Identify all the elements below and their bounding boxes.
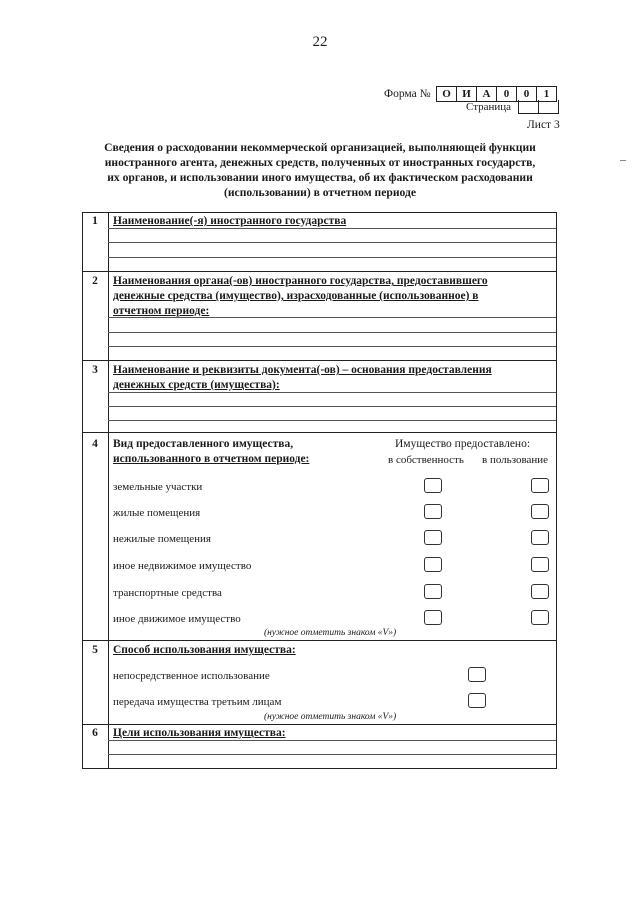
usage-method-checkbox[interactable] <box>468 693 486 708</box>
page-label: Страница <box>466 101 512 113</box>
entry-line[interactable] <box>108 317 556 318</box>
entry-line[interactable] <box>108 242 556 243</box>
section-6-heading: Цели использования имущества: <box>113 727 286 739</box>
heading-line: отчетном периоде: <box>113 305 210 317</box>
heading-line: Наименование и реквизиты документа(-ов) – основания предоставления <box>113 364 492 376</box>
ownership-checkbox[interactable] <box>424 530 442 545</box>
form-code-cell: 0 <box>496 87 516 101</box>
sheet-label: Лист 3 <box>527 119 560 131</box>
property-type-label: нежилые помещения <box>113 533 211 545</box>
usage-method-label: непосредственное использование <box>113 670 270 682</box>
ownership-checkbox[interactable] <box>424 478 442 493</box>
form-number-label: Форма № <box>384 88 431 100</box>
heading-line: использованного в отчетном периоде: <box>113 453 310 465</box>
section-2-heading <box>113 274 488 319</box>
table-top-border <box>82 212 557 213</box>
page-number-cells <box>518 100 559 114</box>
section-number: 2 <box>92 275 98 287</box>
ownership-checkbox[interactable] <box>424 557 442 572</box>
use-checkbox[interactable] <box>531 584 549 599</box>
form-code-cell: И <box>456 87 476 101</box>
table-left-border <box>82 212 83 769</box>
section-divider <box>82 640 557 641</box>
title-line: (использовании) в отчетном периоде <box>224 186 416 199</box>
table-number-column-border <box>108 212 109 769</box>
entry-line[interactable] <box>108 740 556 741</box>
heading-line: денежные средства (имущество), израсходованные (использованное) в <box>113 290 479 302</box>
entry-line[interactable] <box>108 228 556 229</box>
property-type-label: земельные участки <box>113 481 203 493</box>
use-checkbox[interactable] <box>531 504 549 519</box>
page-number-cell[interactable] <box>538 100 558 113</box>
section-4-heading <box>113 437 309 467</box>
section-number: 4 <box>92 438 98 450</box>
usage-method-checkbox[interactable] <box>468 667 486 682</box>
entry-line[interactable] <box>108 346 556 347</box>
usage-method-label: передача имущества третьим лицам <box>113 696 282 708</box>
section-divider <box>82 724 557 725</box>
title-line: Сведения о расходовании некоммерческой организацией, выполняющей функции <box>104 141 536 154</box>
use-checkbox[interactable] <box>531 557 549 572</box>
use-checkbox[interactable] <box>531 610 549 625</box>
entry-line[interactable] <box>108 754 556 755</box>
entry-line[interactable] <box>108 406 556 407</box>
section-number: 3 <box>92 364 98 376</box>
section-1-heading: Наименование(-я) иностранного государства <box>113 215 347 227</box>
table-right-border <box>556 212 557 769</box>
column-ownership-label: в собственность <box>388 454 464 466</box>
document-title <box>80 140 560 200</box>
section-divider <box>82 271 557 272</box>
heading-line: денежных средств (имущества): <box>113 379 280 391</box>
section-number: 6 <box>92 727 98 739</box>
property-provided-label: Имущество предоставлено: <box>395 438 531 450</box>
ownership-checkbox[interactable] <box>424 610 442 625</box>
use-checkbox[interactable] <box>531 478 549 493</box>
heading-line: Наименования органа(-ов) иностранного государства, предоставившего <box>113 275 488 287</box>
entry-line[interactable] <box>108 257 556 258</box>
entry-line[interactable] <box>108 420 556 421</box>
section-5-heading: Способ использования имущества: <box>113 644 296 656</box>
ownership-checkbox[interactable] <box>424 504 442 519</box>
page-number: 22 <box>312 34 328 50</box>
column-use-label: в пользование <box>482 454 549 466</box>
table-bottom-border <box>82 768 557 769</box>
entry-line[interactable] <box>108 332 556 333</box>
scan-mark <box>620 160 626 161</box>
title-line: иностранного агента, денежных средств, полученных от иностранных государств, <box>104 156 536 169</box>
check-note: (нужное отметить знаком «V») <box>264 628 397 638</box>
title-line: их органов, и использовании иного имущества, об их фактическом расходовании <box>107 171 533 184</box>
ownership-checkbox[interactable] <box>424 584 442 599</box>
form-code-cell: А <box>476 87 496 101</box>
form-code-cell: О <box>442 88 451 100</box>
section-divider <box>82 432 557 433</box>
use-checkbox[interactable] <box>531 530 549 545</box>
section-number: 5 <box>92 644 98 656</box>
property-type-label: иное недвижимое имущество <box>113 560 252 572</box>
property-type-label: жилые помещения <box>113 507 201 519</box>
form-code-cell: 0 <box>516 87 536 101</box>
heading-line: Вид предоставленного имущества, <box>113 438 294 450</box>
property-type-label: иное движимое имущество <box>113 613 241 625</box>
section-number: 1 <box>92 215 98 227</box>
page-number-cell[interactable] <box>519 100 538 113</box>
section-divider <box>82 360 557 361</box>
check-note: (нужное отметить знаком «V») <box>264 712 397 722</box>
form-code-cell: 1 <box>536 87 556 101</box>
property-type-label: транспортные средства <box>113 587 222 599</box>
entry-line[interactable] <box>108 392 556 393</box>
section-3-heading <box>113 363 492 393</box>
